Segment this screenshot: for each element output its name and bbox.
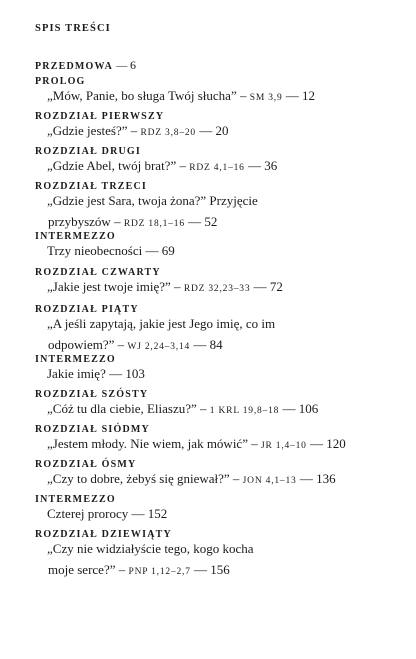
toc-entry (47, 277, 283, 299)
section-heading: ROZDZIAŁ TRZECI (35, 181, 148, 192)
bible-reference: RDZ 3,8–20 (140, 128, 196, 138)
entry-title: „Czy to dobre, żebyś się gniewał?” – (47, 471, 243, 486)
entry-title: „Czy nie widziałyście tego, kogo kocha (47, 541, 254, 556)
section-heading: ROZDZIAŁ ÓSMY (35, 459, 137, 470)
section-heading: INTERMEZZO (35, 494, 116, 505)
section-heading: ROZDZIAŁ DRUGI (35, 146, 141, 157)
page-number: 12 (302, 88, 316, 103)
page-number: 72 (269, 279, 283, 294)
page-number: 84 (209, 337, 223, 352)
dash: — (190, 337, 210, 352)
section-heading: ROZDZIAŁ PIĄTY (35, 304, 139, 315)
dash: — (128, 506, 148, 521)
page-number: 136 (316, 471, 336, 486)
page-number: 120 (326, 436, 346, 451)
section-heading: PROLOG (35, 76, 86, 87)
entry-title: „Cóż tu dla ciebie, Eliaszu?” – (47, 401, 210, 416)
section-heading: ROZDZIAŁ CZWARTY (35, 267, 161, 278)
dash: — (244, 158, 265, 173)
section-heading: ROZDZIAŁ SIÓDMY (35, 424, 150, 435)
preface-entry (35, 58, 136, 73)
preface-page: 6 (129, 58, 136, 72)
dash: — (296, 471, 317, 486)
entry-title: „Gdzie Abel, twój brat?” – (47, 158, 190, 173)
bible-reference: WJ 2,24–3,14 (127, 342, 191, 352)
bible-reference: SM 3,9 (249, 93, 283, 103)
toc-entry (47, 399, 318, 421)
bible-reference: JR 1,4–10 (260, 441, 307, 451)
section-heading: ROZDZIAŁ PIERWSZY (35, 111, 165, 122)
section-heading: ROZDZIAŁ SZÓSTY (35, 389, 149, 400)
dash: — (184, 214, 205, 229)
section-heading: ROZDZIAŁ DZIEWIĄTY (35, 529, 172, 540)
entry-title: „Gdzie jest Sara, twoja żona?” Przyjęcie (47, 193, 258, 208)
entry-title: „Jakie jest twoje imię?” – (47, 279, 184, 294)
dash: — (116, 60, 128, 72)
entry-title: moje serce?” – (48, 562, 129, 577)
page-number: 36 (264, 158, 278, 173)
page-number: 69 (161, 243, 175, 258)
dash: — (250, 279, 270, 294)
dash: — (142, 243, 162, 258)
toc-entry (47, 241, 175, 260)
entry-title: odpowiem?” – (48, 337, 128, 352)
bible-reference: RDZ 32,23–33 (183, 284, 251, 294)
page-number: 156 (210, 562, 230, 577)
toc-entry (47, 469, 336, 491)
entry-title: „Jestem młody. Nie wiem, jak mówić” – (47, 436, 261, 451)
toc-entry (47, 504, 167, 523)
toc-entry (48, 560, 230, 582)
toc-entry (47, 434, 346, 456)
entry-title: Czterej prorocy (47, 506, 129, 521)
dash: — (306, 436, 327, 451)
entry-title: „Mów, Panie, bo sługa Twój słucha” – (47, 88, 250, 103)
entry-title: „Gdzie jesteś?” – (47, 123, 141, 138)
entry-title: przybyszów – (48, 214, 124, 229)
page-title: SPIS TREŚCI (35, 23, 111, 34)
entry-title: Trzy nieobecności (47, 243, 143, 258)
toc-entry (47, 191, 258, 210)
bible-reference: RDZ 18,1–16 (123, 219, 185, 229)
section-heading: INTERMEZZO (35, 231, 116, 242)
toc-entry (47, 156, 277, 178)
bible-reference: RDZ 4,1–16 (189, 163, 245, 173)
toc-entry (47, 539, 254, 558)
dash: — (105, 366, 126, 381)
dash: — (279, 401, 299, 416)
page-number: 152 (147, 506, 168, 521)
dash: — (195, 123, 216, 138)
dash: — (282, 88, 303, 103)
bible-reference: PNP 1,12–2,7 (128, 567, 191, 577)
bible-reference: 1 KRL 19,8–18 (209, 406, 280, 416)
entry-title: Jakie imię? (47, 366, 106, 381)
page-number: 52 (204, 214, 218, 229)
toc-entry (47, 314, 275, 333)
toc-entry (47, 86, 315, 108)
preface-label: PRZEDMOWA (35, 61, 113, 72)
bible-reference: JON 4,1–13 (242, 476, 297, 486)
toc-entry (47, 121, 228, 143)
section-heading: INTERMEZZO (35, 354, 116, 365)
toc-entry (47, 364, 145, 383)
page-number: 103 (125, 366, 145, 381)
dash: — (190, 562, 211, 577)
page-number: 106 (298, 401, 319, 416)
entry-title: „A jeśli zapytają, jakie jest Jego imię, co im (47, 316, 276, 331)
page-number: 20 (215, 123, 229, 138)
